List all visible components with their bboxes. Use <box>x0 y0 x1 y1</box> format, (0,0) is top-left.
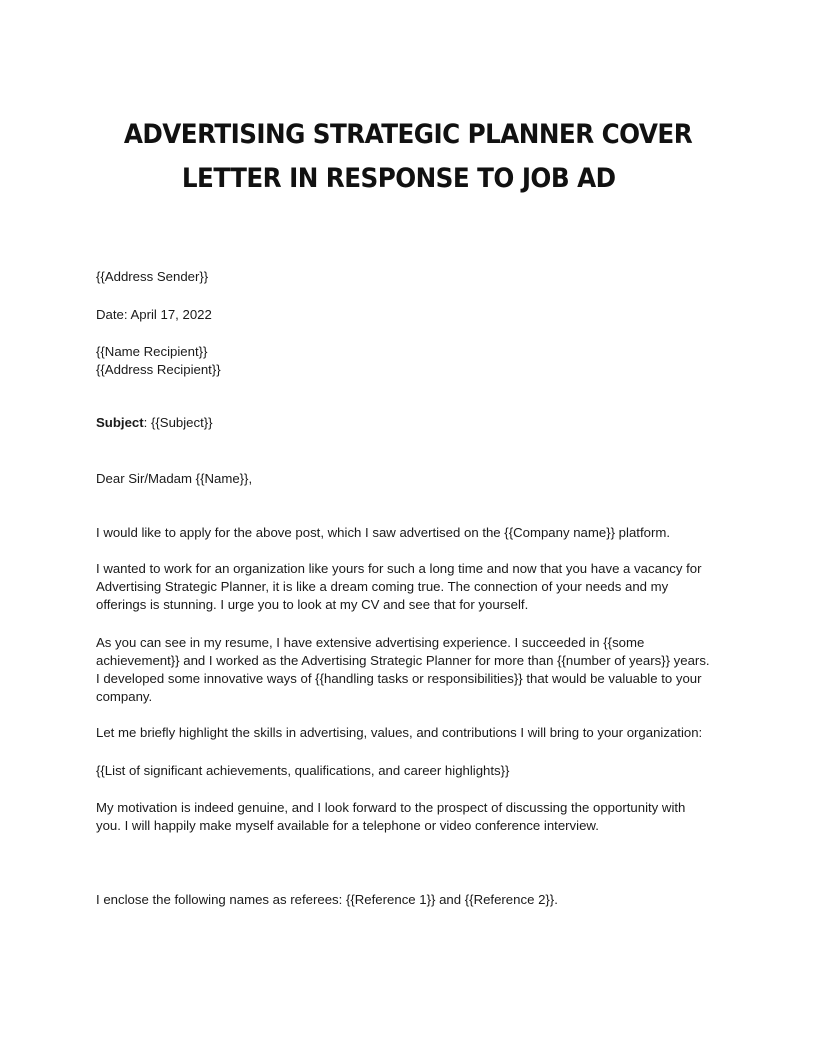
title-line-1: ADVERTISING STRATEGIC PLANNER COVER <box>123 119 693 150</box>
paragraph-4 <box>96 724 736 742</box>
recipient-address: {{Address Recipient}} <box>96 362 221 377</box>
paragraph-line: I wanted to work for an organization like yours for such a long time and now that you have a vacancy for <box>96 561 702 576</box>
recipient-block <box>96 343 736 379</box>
paragraph-line: I would like to apply for the above post, which I saw advertised on the {{Company name}} platform. <box>96 525 670 540</box>
paragraph-line: Let me briefly highlight the skills in advertising, values, and contributions I will bring to your organization: <box>96 725 703 740</box>
recipient-name: {{Name Recipient}} <box>96 344 208 359</box>
paragraph-line: company. <box>96 689 153 704</box>
paragraph-line: My motivation is indeed genuine, and I look forward to the prospect of discussing the opportunity with <box>96 800 686 815</box>
paragraph-line: {{List of significant achievements, qualifications, and career highlights}} <box>96 763 510 778</box>
paragraph-line: offerings is stunning. I urge you to look at my CV and see that for yourself. <box>96 597 529 612</box>
paragraph-line: I enclose the following names as referees: {{Reference 1}} and {{Reference 2}}. <box>96 892 558 907</box>
paragraph-2 <box>96 560 736 614</box>
address-sender: {{Address Sender}} <box>96 269 209 284</box>
paragraph-line: I developed some innovative ways of {{handling tasks or responsibilities}} that would be valuable to your <box>96 671 702 686</box>
paragraph-3 <box>96 634 736 706</box>
paragraph-line: you. I will happily make myself available for a telephone or video conference interview. <box>96 818 599 833</box>
subject-label: Subject <box>96 415 144 430</box>
subject-line <box>96 414 736 432</box>
paragraph-6 <box>96 799 736 835</box>
title-line-2: LETTER IN RESPONSE TO JOB AD <box>181 163 616 194</box>
paragraph-7 <box>96 891 736 909</box>
paragraph-line: achievement}} and I worked as the Advertising Strategic Planner for more than {{number of years}} years. <box>96 653 710 668</box>
paragraph-1 <box>96 524 736 542</box>
document-title <box>84 113 731 201</box>
letter-date: Date: April 17, 2022 <box>96 307 212 322</box>
paragraph-5 <box>96 762 736 780</box>
salutation: Dear Sir/Madam {{Name}}, <box>96 471 253 486</box>
paragraph-line: Advertising Strategic Planner, it is like a dream coming true. The connection of your needs and my <box>96 579 669 594</box>
paragraph-line: As you can see in my resume, I have extensive advertising experience. I succeeded in {{some <box>96 635 645 650</box>
subject-value: : {{Subject}} <box>143 415 213 430</box>
